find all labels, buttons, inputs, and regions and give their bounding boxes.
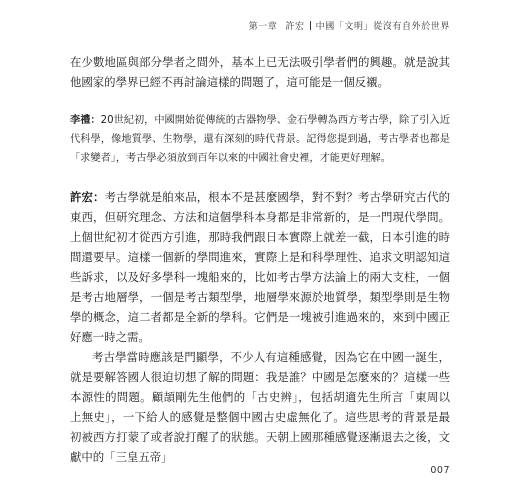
paragraph-gap [70,92,450,111]
question-text: 20世紀初，中國開始從傳統的古器物學、金石學轉為西方考古學，除了引入近代科學，像地質學、生物學，還有深刻的時代背景。記得您提到過，考古學者也都是「求變者」，考古學必須放到百年以來的中國社會史裡，才能更好理解。 [70,115,450,164]
page-body [70,52,450,467]
chapter-label: 第一章 [248,22,278,32]
paragraph-continuation: 在少數地區與部分學者之間外，基本上已无法吸引學者們的興趣。就是說其他國家的學界已經不再討論這樣的問題了，這可能是一個反襯。 [70,55,450,89]
running-header [249,19,450,32]
answer-paragraph [70,187,450,347]
paragraph-gap [70,168,450,187]
chapter-title: 中國「文明」從沒有自外於世界 [315,22,450,32]
question-paragraph [70,111,450,168]
speaker-name: 李禮： [70,115,101,126]
author-label: 許宏 [285,22,305,32]
speaker-name: 許宏： [70,190,105,204]
answer-paragraph-continued: 考古學當時應該是門顯學，不少人有這種感覺，因為它在中國一誕生，就是要解答國人很迫切想了解的問題：我是誰？中國是怎麼來的？這樣一些本源性的問題。顧頡剛先生他們的「古史辨」，包括胡適先生所言「東周以上無史」，一下給人的感覺是整個中國古史虛無化了。這些思考的背景是最初被西方打蒙了或者說打醒了的狀態。天朝上國那種感覺逐漸退去之後，文獻中的「三皇五帝」 [70,350,450,464]
header-divider [310,21,311,30]
page-number: 007 [430,465,450,476]
answer-text: 考古學就是舶來品，根本不是甚麼國學，對不對？考古學研究古代的東西，但研究理念、方法和這個學科本身都是非常新的，是一門現代學問。上個世紀初才從西方引進，那時我們跟日本實際上就差一截，日本引進的時間還要早。這樣一個新的學問進來，實際上是和科學理性、追求文明認知這些訴求，以及好多學科一塊船來的，比如考古學方法論上的兩大支柱，一個是考古地層學，一個是考古類型學，地層學來源於地質學，類型學則是生物學的概念，這二者都是全新的學科。它們是一塊被引進過來的，來到中國正好應一時之需。 [70,190,450,344]
